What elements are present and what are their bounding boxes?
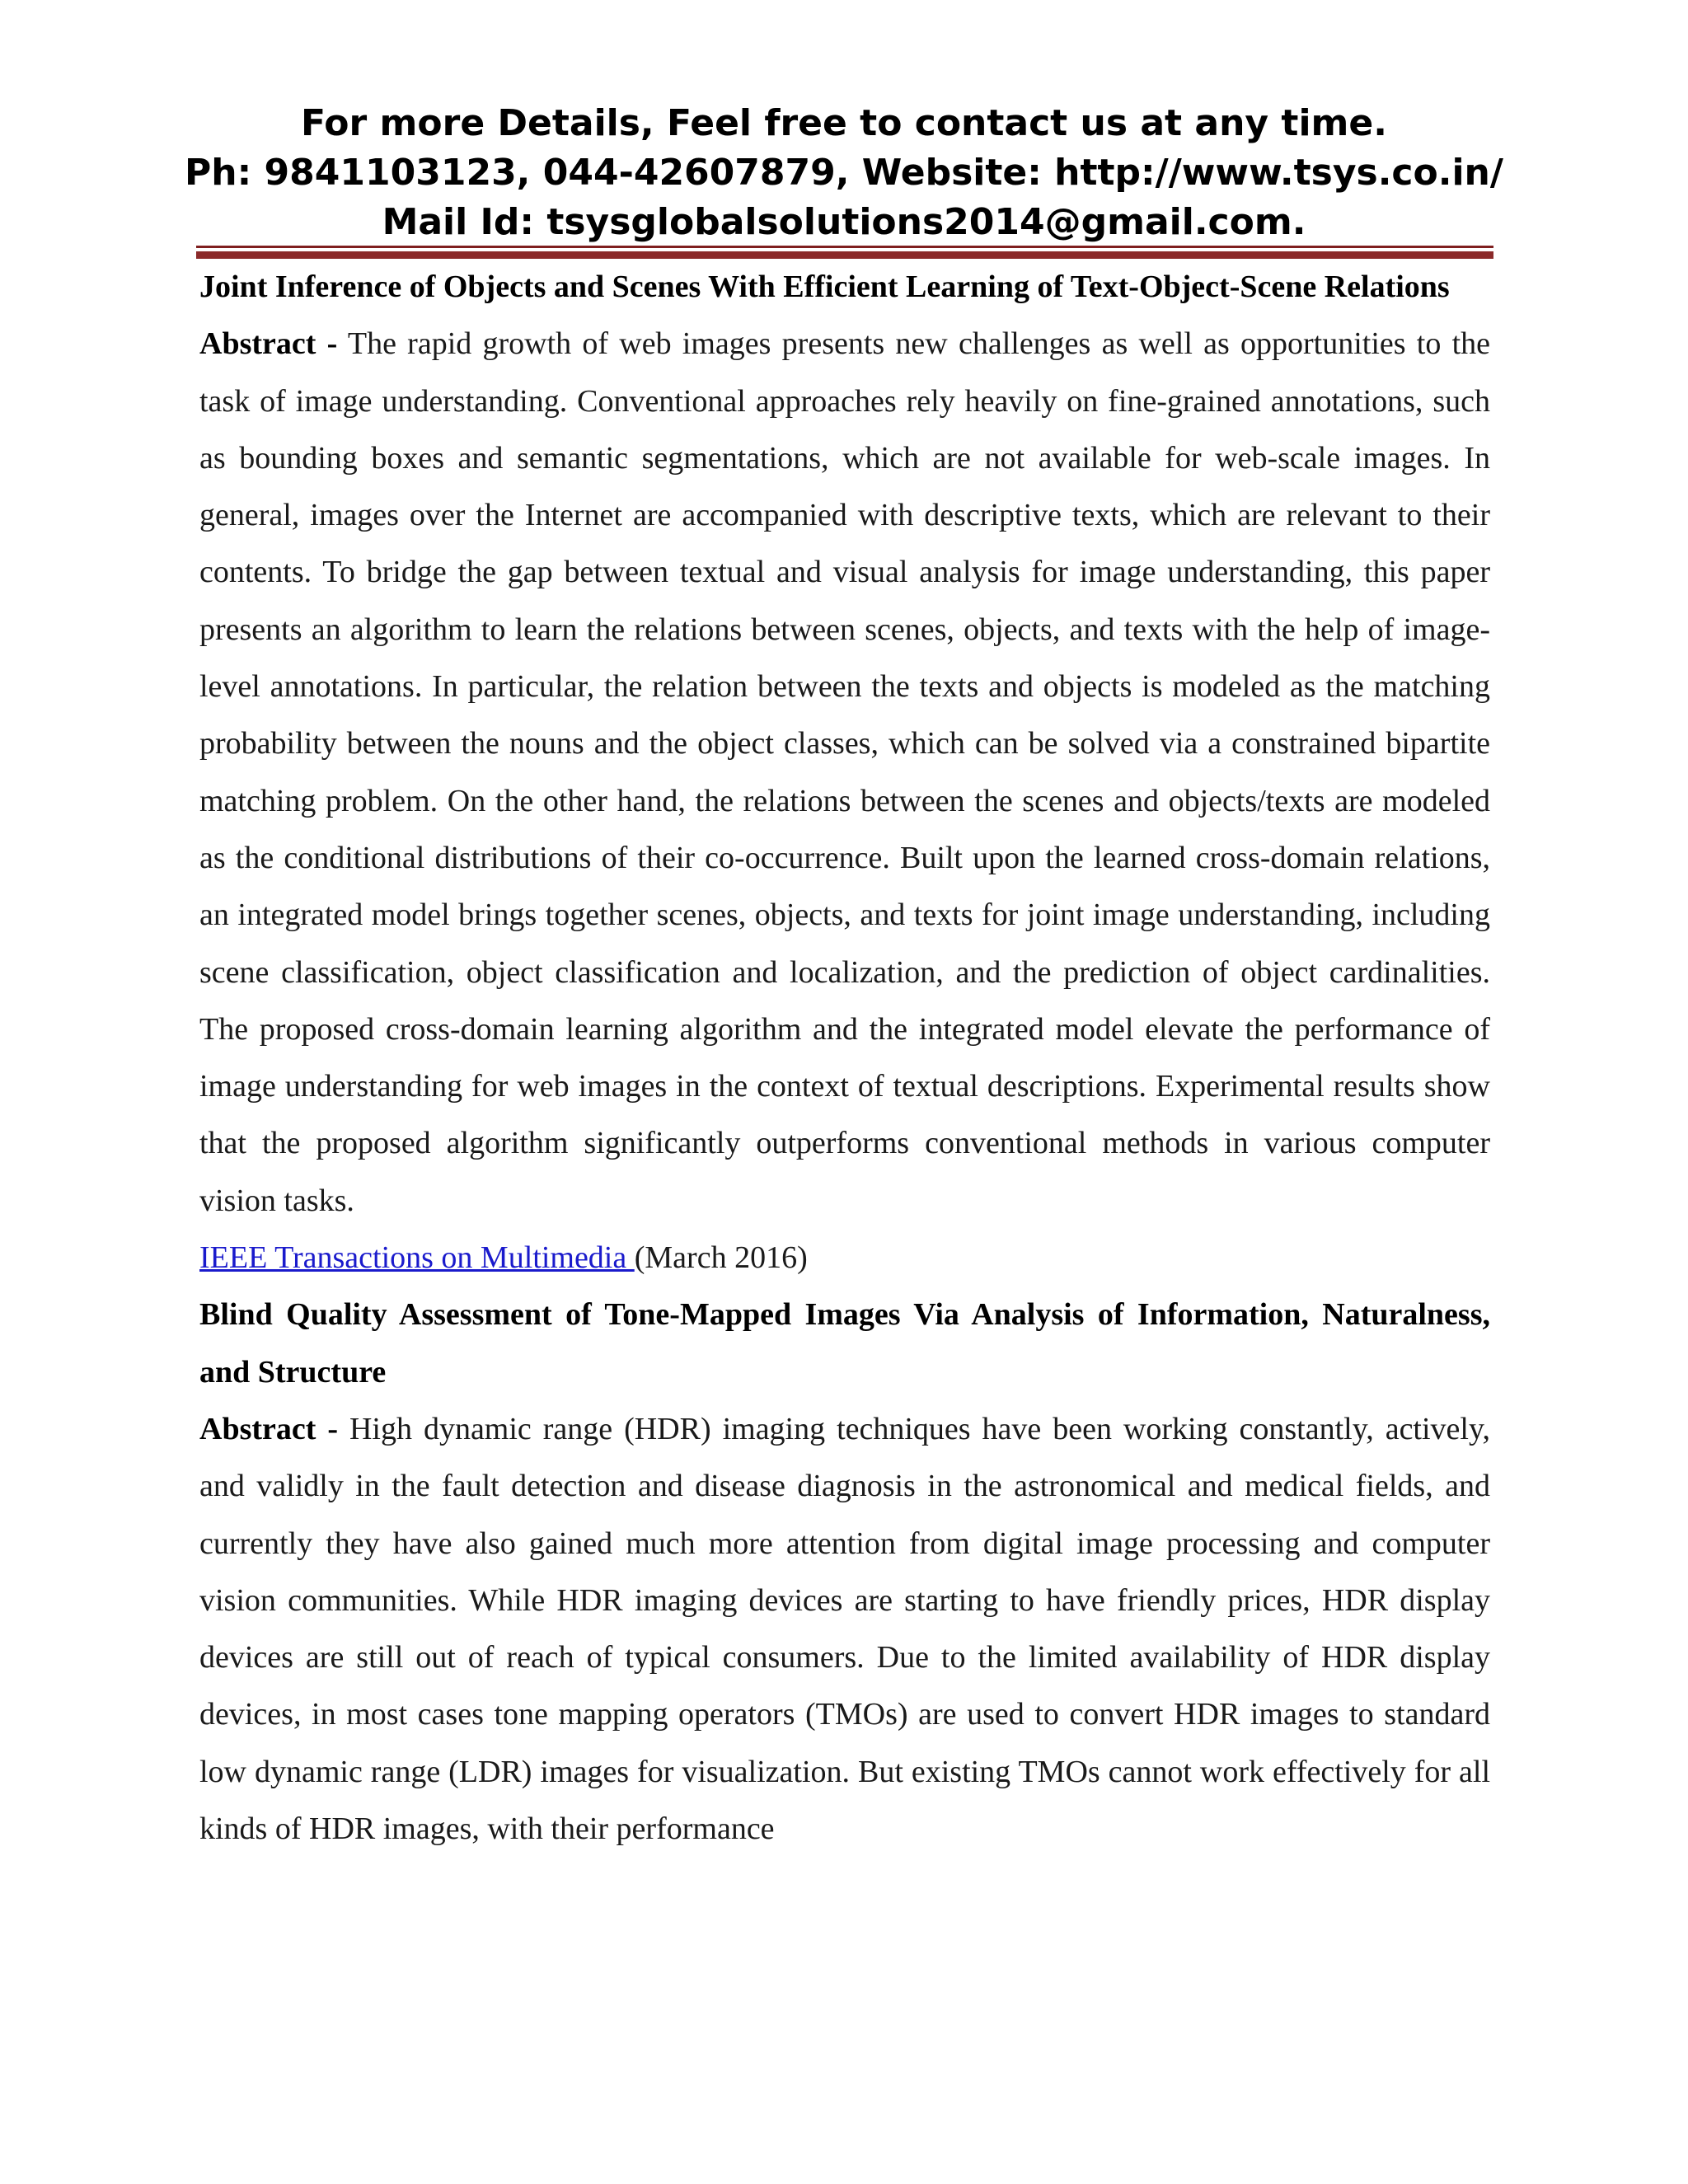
journal-date: (March 2016) [634,1240,808,1276]
document-body [199,259,1490,1858]
paper-title-2: Blind Quality Assessment of Tone-Mapped Images Via Analysis of Information, Naturalness, and Structure [199,1297,1490,1390]
abstract-label-1: Abstract - [199,326,338,362]
header-line-phone-website: Ph: 9841103123, 044-42607879, Website: http://www.tsys.co.in/ [185,152,1503,194]
contact-header [0,99,1688,247]
paper-citation-1 [199,1230,1490,1286]
header-divider-thin [196,246,1493,248]
header-divider-thick [196,251,1493,259]
journal-link[interactable]: IEEE Transactions on Multimedia [199,1240,635,1276]
paper-title-1: Joint Inference of Objects and Scenes With Efficient Learning of Text-Object-Scene Relations [199,269,1450,304]
paper-abstract-1 [199,316,1490,1230]
abstract-text-2: High dynamic range (HDR) imaging techniques have been working constantly, actively, and validly in the fault detection and disease diagnosis in the astronomical and medical fields, and currently they have also gained much more attention from digital image processing and computer vision communities. While HDR imaging devices are starting to have friendly prices, HDR display devices are still out of reach of typical consumers. Due to the limited availability of HDR display devices, in most cases tone mapping operators (TMOs) are used to convert HDR images to standard low dynamic range (LDR) images for visualization. But existing TMOs cannot work effectively for all kinds of HDR images, with their performance [199,1411,1491,1847]
abstract-label-2: Abstract - [199,1411,339,1446]
header-line-email: Mail Id: tsysglobalsolutions2014@gmail.com. [382,201,1306,243]
abstract-text-1: The rapid growth of web images presents new challenges as well as opportunities to the task of image understanding. Conventional approaches rely heavily on fine-grained annotations, such as bounding boxes and semantic segmentations, which are not available for web-scale images. In general, images over the Internet are accompanied with descriptive texts, which are relevant to their contents. To bridge the gap between textual and visual analysis for image understanding, this paper presents an algorithm to learn the relations between scenes, objects, and texts with the help of image-level annotations. In particular, the relation between the texts and objects is modeled as the matching probability between the nouns and the object classes, which can be solved via a constrained bipartite matching problem. On the other hand, the relations between the scenes and objects/texts are modeled as the conditional distributions of their co-occurrence. Built upon the learned cross-domain relations, an integrated model brings together scenes, objects, and texts for joint image understanding, including scene classification, object classification and localization, and the prediction of object cardinalities. The proposed cross-domain learning algorithm and the integrated model elevate the performance of image understanding for web images in the context of textual descriptions. Experimental results show that the proposed algorithm significantly outperforms conventional methods in various computer vision tasks. [199,326,1490,1218]
paper-abstract-2 [199,1401,1490,1858]
header-line-contact-prompt: For more Details, Feel free to contact us at any time. [301,102,1387,144]
